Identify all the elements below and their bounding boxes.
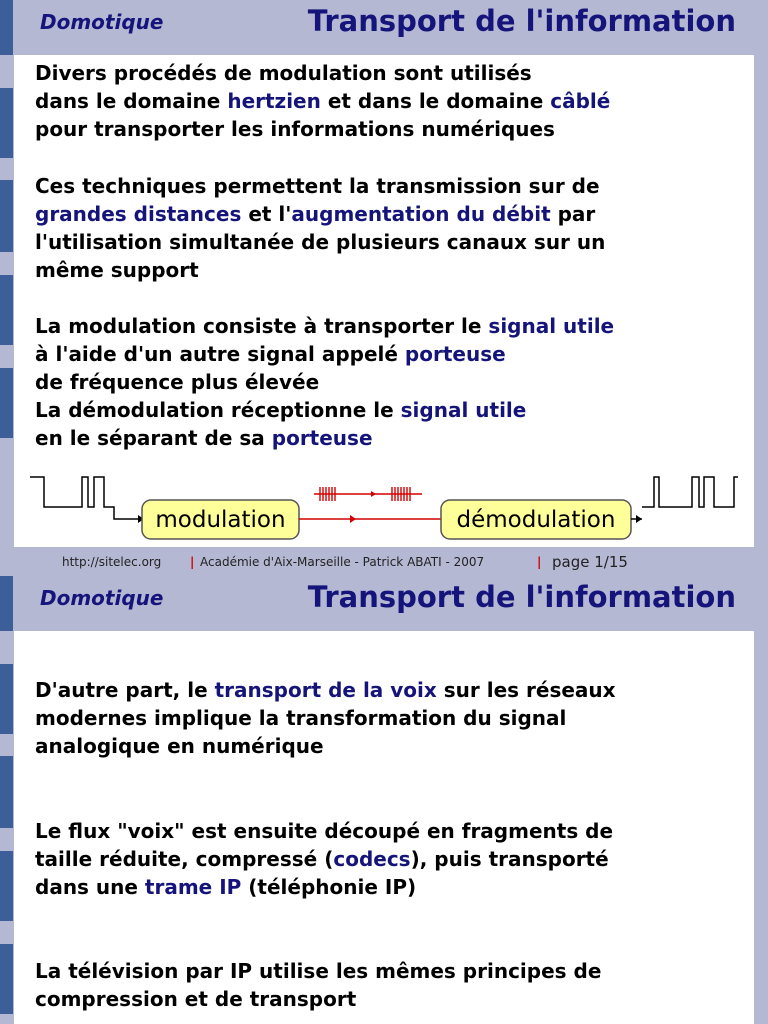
input-signal-wave <box>30 477 138 519</box>
highlight-text: augmentation du débit <box>291 202 551 226</box>
highlight-text: signal utile <box>400 398 527 422</box>
text-line: en le séparant de sa porteuse <box>35 426 373 450</box>
modulation-label: modulation <box>155 507 286 533</box>
brand-label: Domotique <box>40 10 164 34</box>
text-line: D'autre part, le transport de la voix sur les réseaux <box>35 678 616 702</box>
slide-header <box>14 576 768 624</box>
highlight-text: câblé <box>550 89 611 113</box>
text-line: La modulation consiste à transporter le signal utile <box>35 314 615 338</box>
highlight-text: hertzien <box>227 89 321 113</box>
slide-title: Transport de l'information <box>307 4 736 38</box>
text-line: compression et de transport <box>35 987 357 1011</box>
footer-credit: Académie d'Aix-Marseille - Patrick ABATI - 2007 <box>200 555 485 569</box>
slide-tab <box>0 756 13 828</box>
slide-header <box>14 0 768 48</box>
carrier-burst-1 <box>314 487 374 501</box>
slide-tab <box>0 180 13 252</box>
slide-tab <box>0 944 13 1014</box>
slide-tab <box>0 576 13 631</box>
text-line: à l'aide d'un autre signal appelé porteuse <box>35 342 506 366</box>
footer-url[interactable]: http://sitelec.org <box>62 555 162 569</box>
text-line: Ces techniques permettent la transmission sur de <box>35 174 600 198</box>
text-line: La télévision par IP utilise les mêmes principes de <box>35 959 602 983</box>
slide-tab <box>0 88 13 158</box>
output-signal-wave <box>642 477 738 507</box>
slide-tab <box>0 368 13 438</box>
text-line: La démodulation réceptionne le signal utile <box>35 398 527 422</box>
highlight-text: trame IP <box>144 875 242 899</box>
modulation-diagram <box>14 467 754 547</box>
highlight-text: porteuse <box>404 342 506 366</box>
text-line: grandes distances et l'augmentation du débit par <box>35 202 596 226</box>
text-line: Divers procédés de modulation sont utilisés <box>35 61 532 85</box>
carrier-burst-2 <box>372 487 422 501</box>
text-line: pour transporter les informations numériques <box>35 117 555 141</box>
slide-tab <box>0 851 13 921</box>
highlight-text: codecs <box>333 847 411 871</box>
slide-2 <box>0 576 768 1024</box>
text-line: dans le domaine hertzien et dans le domaine câblé <box>35 89 611 113</box>
highlight-text: signal utile <box>488 314 615 338</box>
carrier-burst-arrow <box>371 491 376 497</box>
highlight-text: grandes distances <box>35 202 242 226</box>
output-arrow <box>636 515 642 523</box>
text-line: de fréquence plus élevée <box>35 370 320 394</box>
text-line: analogique en numérique <box>35 734 324 758</box>
highlight-text: porteuse <box>271 426 373 450</box>
text-line: modernes implique la transformation du signal <box>35 706 567 730</box>
slide-tab <box>0 0 13 55</box>
carrier-arrow <box>350 515 356 523</box>
slide-content <box>14 55 754 547</box>
slide-content <box>14 631 754 1024</box>
highlight-text: transport de la voix <box>214 678 437 702</box>
slide-tab <box>0 275 13 345</box>
footer-separator: | <box>190 555 195 569</box>
text-line: dans une trame IP (téléphonie IP) <box>35 875 417 899</box>
slide-title: Transport de l'information <box>307 580 736 614</box>
slide-tab <box>0 664 13 734</box>
text-line: Le flux "voix" est ensuite découpé en fragments de <box>35 819 614 843</box>
text-line: taille réduite, compressé (codecs), puis transporté <box>35 847 609 871</box>
footer-separator: | <box>537 555 542 569</box>
page-number: page 1/15 <box>552 553 628 571</box>
text-line: l'utilisation simultanée de plusieurs canaux sur un <box>35 230 606 254</box>
slide-footer <box>14 548 754 574</box>
brand-label: Domotique <box>40 586 164 610</box>
demodulation-label: démodulation <box>456 507 616 533</box>
text-line: même support <box>35 258 199 282</box>
